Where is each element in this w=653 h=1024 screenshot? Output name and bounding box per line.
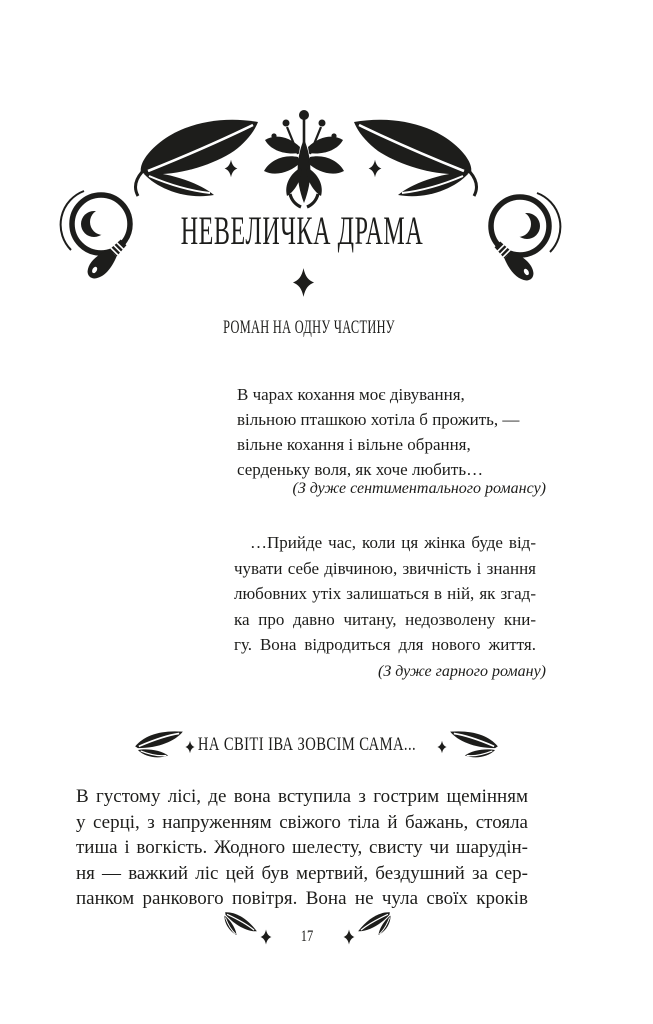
page-title: НЕВЕЛИЧКА ДРАМА bbox=[180, 208, 424, 253]
epigraph-verse bbox=[237, 382, 519, 482]
text-line: тиша і вогкість. Жодного шелесту, свисту чи шарудін- bbox=[76, 837, 528, 859]
text-line: В густому лісі, де вона вступила з гострим щемінням bbox=[76, 786, 528, 807]
text-line: …Прийде час, коли ця жінка буде від- bbox=[250, 533, 536, 552]
sparkle-icon bbox=[185, 740, 195, 754]
text-line: панком ранкового повітря. Вона не чула своїх кроків bbox=[76, 888, 528, 910]
footer-diamond-icon bbox=[343, 928, 355, 946]
text-line: чувати себе дівчиною, звичність і знання bbox=[234, 558, 536, 578]
epigraph-prose bbox=[234, 530, 536, 658]
text-line: ня — важкий ліс цей був мертвий, бездушний за сер- bbox=[76, 862, 528, 884]
body-paragraph bbox=[76, 784, 528, 912]
text-line: ка про давно читану, недозволену кни- bbox=[234, 609, 536, 629]
magnifying-glass-moon-right-icon bbox=[452, 188, 562, 294]
sparkle-under-title-icon bbox=[292, 267, 315, 298]
epigraph-attribution: (З дуже сентиментального романсу) bbox=[292, 480, 546, 497]
sparkle-icon bbox=[368, 157, 382, 180]
text-line: гу. Вона відродиться для нового життя. bbox=[234, 635, 536, 655]
text-line: В чарах кохання моє дівування, bbox=[237, 385, 465, 404]
page-number: 17 bbox=[300, 928, 314, 945]
leaf-sprig-right-icon bbox=[448, 728, 500, 761]
sparkle-icon bbox=[437, 740, 447, 754]
text-line: вільне кохання і вільне обрання, bbox=[237, 435, 471, 454]
text-line: серденьку воля, як хоче любить… bbox=[237, 460, 484, 479]
text-line: любовних утіх залишаться в ній, як згад- bbox=[234, 584, 536, 604]
flower-ornament-icon bbox=[262, 106, 346, 218]
page-subtitle: РОМАН НА ОДНУ ЧАСТИНУ bbox=[223, 317, 395, 338]
text-line: у серці, з напруженням свіжого тіла й бажань, стояла bbox=[76, 811, 528, 833]
magnifying-glass-moon-left-icon bbox=[59, 186, 169, 292]
text-line: вільною пташкою хотіла б прожить, — bbox=[237, 410, 520, 429]
epigraph-attribution: (З дуже гарного роману) bbox=[378, 663, 546, 680]
footer-diamond-icon bbox=[260, 928, 272, 946]
sparkle-icon bbox=[224, 157, 238, 180]
section-heading: НА СВІТІ ІВА ЗОВСІМ САМА... bbox=[197, 735, 417, 755]
leaf-sprig-left-icon bbox=[133, 728, 185, 761]
